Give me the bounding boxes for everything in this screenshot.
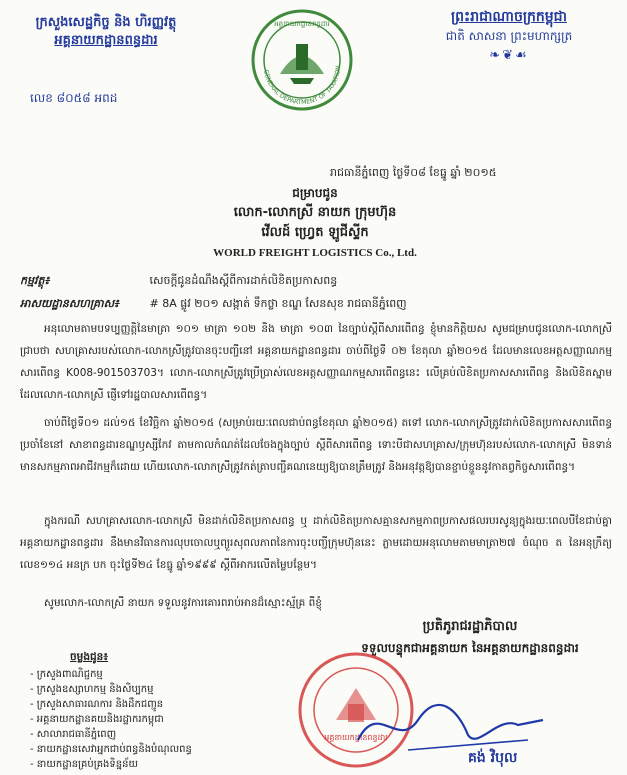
company-name-en: WORLD FREIGHT LOGISTICS Co., Ltd. (213, 247, 417, 259)
list-item: - ក្រសួងឧស្សាហកម្ម និងសិប្បកម្ម (30, 682, 192, 697)
signatory-title-1: ប្រតិភូរាជរដ្ឋាភិបាល (422, 619, 518, 634)
ornament-divider: ❧❦☙ (489, 48, 529, 63)
ministry-block (8, 14, 204, 50)
subject-field (20, 274, 337, 290)
taxation-department-seal (250, 8, 354, 112)
date-line: រាជធានីភ្នំពេញ ថ្ងៃទី០៨ ខែធ្នូ ឆ្នាំ ២០១៥ (330, 166, 497, 179)
seal-title: អគ្គនាយកដ្ឋានពន្ធដារ (274, 20, 330, 28)
ministry-name: ក្រសួងសេដ្ឋកិច្ច និង ហិរញ្ញវត្ថុ (35, 15, 177, 30)
list-item: - សាលារាជធានីភ្នំពេញ (30, 727, 192, 742)
recipients-heading: ចម្លងជូន៖ (70, 651, 108, 663)
body-paragraph-2: ចាប់ពីថ្ងៃទី០១ ដល់១៥ ខែវិច្ឆិកា ឆ្នាំ២០១៥ (សម្រាប់រយៈពេលជាប់ពន្ធខែតុលា ឆ្នាំ២០១៥) តទៅ លោក-លោកស្រីត្រូវដាក់លិខិតប្រកាសសារពើពន្ធប្រចាំខែនៅ សាខាពន្ធដារខណ្ឌឫស្សីកែវ តាមកាលកំណត់ដែលចែងក្នុងច្បាប់ ស្តីពីសារពើពន្ធ ទោះបីជាសហគ្រាស/ក្រុមហ៊ុនរបស់លោក-លោកស្រី មិនទាន់មានសកម្មភាពអាជីវកម្មក៏ដោយ ហើយលោក-លោកស្រីត្រូវកត់ត្រាបញ្ជីគណនេយ្យឱ្យបានត្រឹមត្រូវ និងអនុវត្តឱ្យបានខ្ជាប់ខ្ជួននូវកាតព្វកិច្ចសារពើពន្ធ។ (20, 417, 612, 473)
recipients-list (30, 667, 192, 772)
kingdom-name: ព្រះរាជាណាចក្រកម្ពុជា (450, 9, 567, 25)
company-name-kh: វើលដ៍ ហ្វ្រេត ឡូជីស្ទីក (261, 225, 369, 240)
department-name: អគ្គនាយកដ្ឋានពន្ធដារ (54, 33, 158, 48)
reference-number: លេខ ៨០៥៨ អពដ (30, 91, 118, 105)
subject-label: កម្មវត្ថុ៖ (20, 274, 50, 287)
list-item: - នាយកដ្ឋានគ្រប់គ្រងទិន្នន័យ (30, 757, 192, 772)
subject-text: សេចក្តីជូនដំណឹងស្តីពីការដាក់លិខិតប្រកាសពន្ធ (149, 274, 338, 287)
handwritten-signature (348, 690, 548, 760)
signatory-title-2: ទទួលបន្ទុកជាអគ្គនាយក នៃអគ្គនាយកដ្ឋានពន្ធដារ (361, 641, 579, 655)
copy-recipients (30, 650, 192, 772)
addressee-title: លោក-លោកស្រី នាយក ក្រុមហ៊ុន (233, 205, 397, 220)
kingdom-block (396, 8, 622, 65)
seal-caption: GENERAL DEPARTMENT OF TAXATION (262, 65, 343, 107)
stamp-text: អគ្គនាយកដ្ឋានពន្ធដារ (324, 733, 388, 742)
address-label: អាសយដ្ឋានសហគ្រាស៖ (20, 297, 119, 310)
signatory-name: គង់ វិបុល (468, 750, 518, 766)
list-item: - ក្រសួងសាធារណការ និងដឹកជញ្ជូន (30, 697, 192, 712)
address-field (20, 297, 407, 313)
salutation: ជម្រាបជូន (292, 186, 338, 200)
body-paragraph-1: អនុលោមតាមបទប្បញ្ញត្តិនៃមាត្រា ១០១ មាត្រា ១០២ និង មាត្រា ១០៣ នៃច្បាប់ស្តីពីសារពើពន្ធ ខ្ញុំមានកិត្តិយស សូមជម្រាបជូនលោក-លោកស្រីជ្រាបថា សហគ្រាសរបស់លោក-លោកស្រីត្រូវបានចុះបញ្ជីនៅ អគ្គនាយកដ្ឋានពន្ធដារ ចាប់ពីថ្ងៃទី ០២ ខែតុលា ឆ្នាំ២០១៥ ដែលមានលេខអត្តសញ្ញាណកម្មសារពើពន្ធ K008-901503703។ លោក-លោកស្រីត្រូវប្រើប្រាស់លេខអត្តសញ្ញាណកម្មសារពើពន្ធនេះ លើគ្រប់លិខិតប្រកាសសារពើពន្ធ និងលិខិតស្នាមដែលលោក-លោកស្រី ផ្ញើទៅរដ្ឋបាលសារពើពន្ធ។ (20, 323, 612, 401)
national-motto: ជាតិ សាសនា ព្រះមហាក្សត្រ (445, 29, 573, 43)
list-item: - នាយកដ្ឋានសេវាអ្នកជាប់ពន្ធនិងបំណុលពន្ធ (30, 742, 192, 757)
list-item: - ក្រសួងពាណិជ្ជកម្ម (30, 667, 192, 682)
body-paragraph-3: ក្នុងករណី សហគ្រាសលោក-លោកស្រី មិនដាក់លិខិតប្រកាសពន្ធ ឬ ដាក់លិខិតប្រកាសគ្មានសកម្មភាពប្រកាសផលរបរសូន្យក្នុងរយៈពេលបីខែជាប់គ្នា អគ្គនាយកដ្ឋានពន្ធដារ នឹងមានវិធានការលុបចោលឬព្យួរសុពលភាពនៃការចុះបញ្ជីក្រុមហ៊ុននេះ ភ្លាមដោយអនុលោមតាមមាត្រា២៧ ចំណុច ត នៃអនុក្រឹត្យ លេខ១១៤ អនក្រ បក ចុះថ្ងៃទី២៤ ខែធ្នូ ឆ្នាំ១៩៩៩ ស្តីពីអាករលើតម្លៃបន្ថែម។ (20, 515, 612, 571)
list-item: - អគ្គនាយកដ្ឋានគយនិងរដ្ឋាករកម្ពុជា (30, 712, 192, 727)
closing-paragraph: សូមលោក-លោកស្រី នាយក ទទួលនូវការគោរពរាប់អានដ៏ស្មោះស្ម័គ្រ ពីខ្ញុំ (44, 597, 322, 609)
address-text: # 8A ផ្លូវ ២០១ សង្កាត់ ទឹកថ្លា ខណ្ឌ សែនសុខ រាជធានីភ្នំពេញ (149, 297, 407, 310)
